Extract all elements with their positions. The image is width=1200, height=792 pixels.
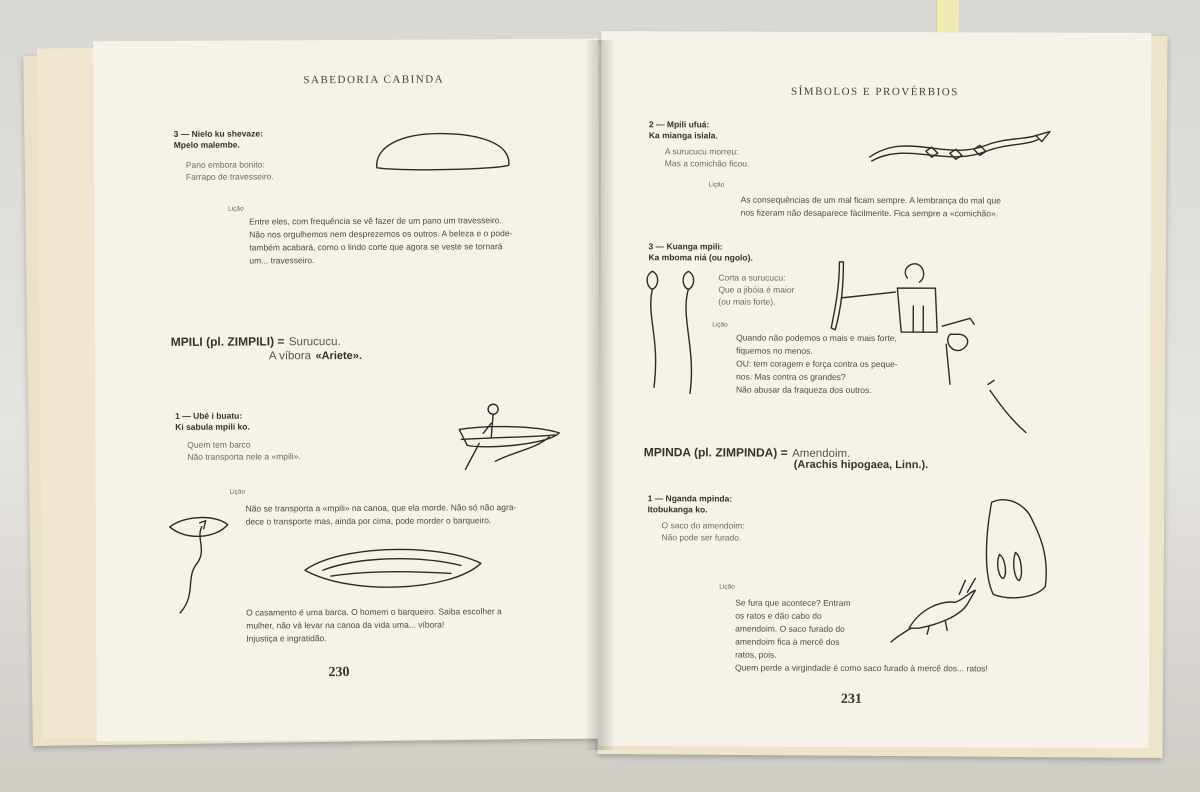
proverb-1-licao-label: Lição <box>229 488 246 496</box>
proverb-3-licao-label-right: Lição <box>712 321 728 329</box>
proverb-1-licao-label-right: Lição <box>719 583 735 591</box>
left-running-header: SABEDORIA CABINDA <box>303 73 445 87</box>
proverb-3-translation-right: Corta a surucucu: Que a jibóia é maior (ou mais forte). <box>718 272 795 307</box>
book-gutter-shadow <box>585 40 615 750</box>
boat-drawing <box>455 399 565 480</box>
proverb-2-lesson: As consequências de um mal ficam sempre. A lembrança do mal que nos fizeram não desaparece fàcilmente. Fica sempre a «comichão». <box>740 194 1002 219</box>
entry-mpinda-definition: (Arachis hipogaea, Linn.). <box>793 458 929 472</box>
proverb-1-lesson-right: Se fura que acontece? Entram os ratos e dão cabo do amendoim. O saco furado do amendoim fica à mercê dos ratos, pois. <box>735 597 851 660</box>
proverb-3-title: 3 — Nielo ku shevaze: Mpelo malembe. <box>173 128 263 150</box>
peanut-sack-drawing <box>979 494 1054 604</box>
snake-in-canoe-drawing <box>166 509 237 619</box>
entry-mpili: MPILI (pl. ZIMPILI) = Surucucu. <box>170 334 341 349</box>
two-snakes-drawing <box>638 267 708 397</box>
proverb-3-title-right: 3 — Kuanga mpili: Ka mboma niá (ou ngolo). <box>648 241 753 263</box>
proverb-3-translation: Pano embora bonito: Farrapo de travesseiro. <box>185 159 274 182</box>
proverb-3-lesson: Entre eles, com frequência se vê fazer de um pano um travesseiro. Não nos orgulhemos nem desprezemos os outros. A beleza e o pode- também acabará, como o lindo corte que agora se veste se tornará um... travesseiro. <box>249 215 513 266</box>
right-page-number: 231 <box>840 691 862 707</box>
left-page-number: 230 <box>328 664 350 681</box>
proverb-2-licao-label: Lição <box>708 181 725 189</box>
proverb-1-closing-line: Quem perde a virgindade é como saco furado à mercê dos... ratos! <box>735 662 988 674</box>
proverb-1-title: 1 — Ubé i buatu: Ki sabula mpili ko. <box>175 410 250 432</box>
bookmark-ribbon <box>936 0 959 32</box>
entry-mpinda: MPINDA (pl. ZIMPINDA) = Amendoim. <box>643 445 851 460</box>
pillow-drawing <box>369 127 519 178</box>
right-page <box>599 31 1151 748</box>
left-page <box>93 39 602 742</box>
entry-mpili-definition: A víbora «Ariete». <box>268 349 362 363</box>
proverb-3-licao-label: Lição <box>228 205 244 213</box>
proverb-2-title: 2 — Mpili ufuá: Ka mianga isiala. <box>648 119 718 141</box>
proverb-1-translation: Quem tem barco Não transporta nele a «mpili». <box>187 439 301 462</box>
right-running-header: SÍMBOLOS E PROVÉRBIOS <box>791 85 959 99</box>
proverb-1-title-right: 1 — Nganda mpinda: Itobukanga ko. <box>647 493 733 515</box>
proverb-1-translation-right: O saco do amendoim: Não pode ser furado. <box>661 520 745 543</box>
proverb-2-translation: A surucucu morreu: Mas a comichão ficou. <box>664 146 750 169</box>
proverb-1-lesson: Não se transporta a «mpili» na canoa, que ela morde. Não só não agra- dece o transporte mas, ainda por cima, pode morder o barqueiro. <box>245 502 517 527</box>
snake-drawing <box>866 127 1056 168</box>
canoe-drawing <box>301 539 486 600</box>
proverb-1-lesson-continued: O casamento é uma barca. O homem o barqueiro. Saiba escolher a mulher, não vá levar na canoa da vida uma... víbora! Injustiça e ingratidão. <box>246 606 502 644</box>
bird-drawing <box>930 314 1030 434</box>
rat-drawing <box>889 570 979 645</box>
proverb-3-lesson-right: Quando não podemos o mais e mais forte, fiquemos no menos. OU: tem coragem e força contra os peque- nos. Mas contra os grandes? Não abusar da fraqueza dos outros. <box>735 332 898 395</box>
